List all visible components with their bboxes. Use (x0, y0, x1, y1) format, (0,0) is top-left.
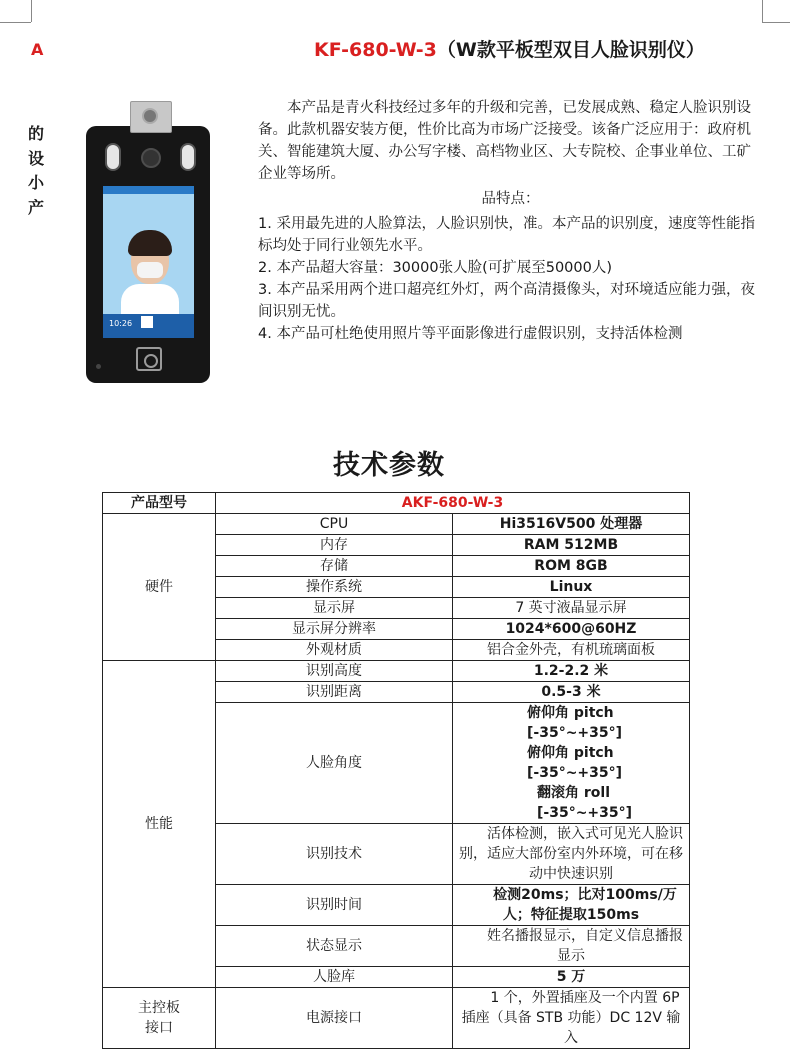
feature-item: 2. 本产品超大容量：30000张人脸(可扩展至50000人) (258, 260, 613, 276)
table-cell: 外观材质 (216, 640, 453, 661)
table-cell: 识别技术 (216, 824, 453, 885)
table-row (103, 661, 690, 682)
person-body (121, 284, 179, 314)
face-mask (137, 262, 163, 278)
table-row (103, 493, 690, 514)
section-heading: 技术参数 (333, 450, 445, 481)
table-cell: 识别高度 (216, 661, 453, 682)
camera-lens (141, 148, 161, 168)
side-char: 产 (28, 197, 45, 217)
table-cell: 内存 (216, 535, 453, 556)
table-cell: 存储 (216, 556, 453, 577)
interface-label-line: 主控板 (138, 1000, 180, 1016)
table-cell: AKF-680-W-3 (216, 493, 690, 514)
ir-light-right (180, 143, 196, 171)
table-cell: 性能 (103, 661, 216, 988)
crop-mark (0, 22, 31, 23)
crop-mark (762, 22, 790, 23)
side-char: 小 (28, 173, 45, 192)
table-cell: 状态显示 (216, 926, 453, 967)
angle-line: 俯仰角 pitch [-35°~+35°] (527, 705, 623, 741)
table-cell: 人脸库 (216, 967, 453, 988)
interface-label-line: 接口 (145, 1020, 173, 1036)
table-cell: Linux (453, 577, 690, 598)
title-model: KF-680-W-3 (314, 39, 437, 61)
table-cell (453, 703, 690, 824)
ir-light-left (105, 143, 121, 171)
table-cell: 操作系统 (216, 577, 453, 598)
table-row (103, 988, 690, 1049)
feature-item: 4. 本产品可杜绝使用照片等平面影像进行虚假识别，支持活体检测 (258, 326, 683, 342)
table-cell: 识别时间 (216, 885, 453, 926)
features-title: 品特点： (481, 191, 540, 207)
table-cell: 活体检测，嵌入式可见光人脸识别，适应大部份室内外环境，可在移动中快速识别 (453, 824, 690, 885)
table-cell: 1 个，外置插座及一个内置 6P 插座（具备 STB 功能）DC 12V 输入 (453, 988, 690, 1049)
table-cell: 姓名播报显示，自定义信息播报显示 (453, 926, 690, 967)
corner-letter: A (31, 40, 44, 59)
intro-paragraph: 本产品是青火科技经过多年的升级和完善，已发展成熟、稳定人脸识别设备。此款机器安装方便，性价比高为市场广泛接受。该备广泛应用于：政府机关、智能建筑大厦、办公写字楼、高档物业区、大专院校、企事业单位、工矿企业等场所。 (258, 100, 751, 182)
title-rest: （W款平板型双目人脸识别仪） (436, 39, 705, 61)
side-char: 设 (28, 148, 45, 168)
table-cell: RAM 512MB (453, 535, 690, 556)
side-text (28, 122, 48, 220)
table-cell: 检测20ms；比对100ms/万人；特征提取150ms (453, 885, 690, 926)
screen-status-bar (103, 186, 194, 194)
id-card-icon (141, 316, 153, 328)
table-cell: 人脸角度 (216, 703, 453, 824)
table-cell (103, 988, 216, 1049)
table-cell: 硬件 (103, 514, 216, 661)
side-char: 的 (28, 124, 45, 143)
table-cell: 1.2-2.2 米 (453, 661, 690, 682)
feature-item: 1. 采用最先进的人脸算法，人脸识别快，准。本产品的识别度，速度等性能指标均处于同行业领先水平。 (258, 216, 755, 254)
product-description (258, 97, 763, 345)
table-cell: 电源接口 (216, 988, 453, 1049)
angle-line: 俯仰角 pitch [-35°~+35°] (527, 745, 623, 781)
table-cell: 显示屏 (216, 598, 453, 619)
table-cell: 1024*600@60HZ (453, 619, 690, 640)
device-screen (103, 186, 194, 338)
page-title (314, 35, 705, 62)
face-hair (128, 230, 172, 256)
feature-item: 3. 本产品采用两个进口超亮红外灯，两个高清摄像头，对环境适应能力强，夜间识别无忧。 (258, 282, 755, 320)
table-cell: Hi3516V500 处理器 (453, 514, 690, 535)
crop-mark (762, 0, 763, 22)
scanner-icon (136, 347, 162, 371)
table-cell: 7 英寸液晶显示屏 (453, 598, 690, 619)
spec-table (102, 492, 690, 1049)
table-cell: 5 万 (453, 967, 690, 988)
table-cell: 0.5-3 米 (453, 682, 690, 703)
table-cell: 显示屏分辨率 (216, 619, 453, 640)
angle-line: 翻滚角 roll [-35°~+35°] (537, 785, 633, 821)
screen-clock: 10:26 (109, 319, 133, 328)
table-cell: 产品型号 (103, 493, 216, 514)
table-row (103, 514, 690, 535)
camera-module (130, 101, 172, 133)
indicator-dot (96, 364, 101, 369)
table-cell: 识别距离 (216, 682, 453, 703)
table-cell: ROM 8GB (453, 556, 690, 577)
table-cell: CPU (216, 514, 453, 535)
table-cell: 铝合金外壳，有机琉璃面板 (453, 640, 690, 661)
crop-mark (31, 0, 32, 22)
